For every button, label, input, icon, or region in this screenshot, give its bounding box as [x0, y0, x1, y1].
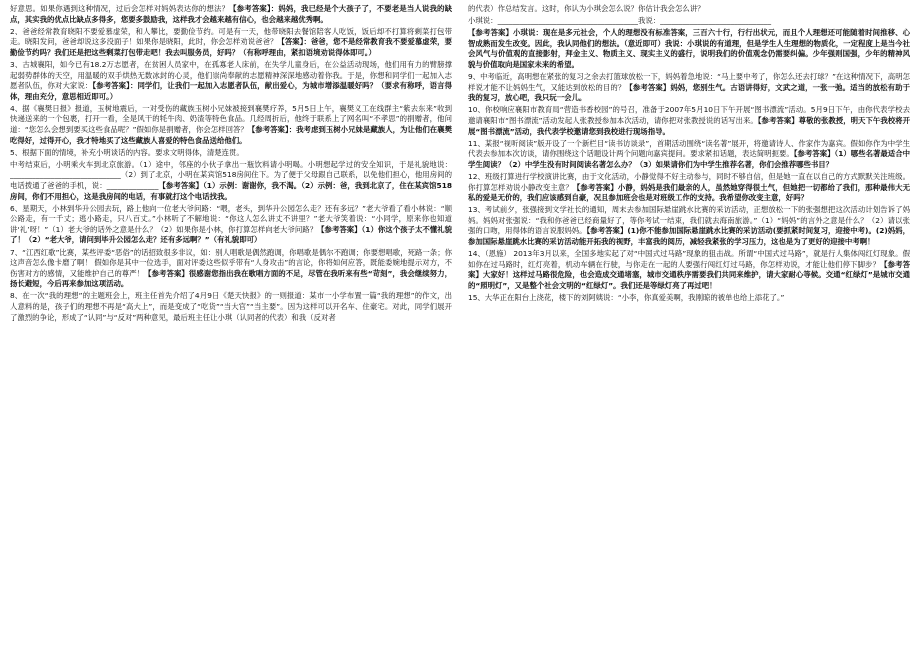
question-block: 11、某报“视听阅读”版开设了一个新栏目“读书访谈录”，首期活动围绕“读名著”展开，将邀请诗人、作家作为嘉宾。假如你作为中学生代表去参加本次访谈，请你围绕这个话题设计两个问题向嘉宾提问。要求紧扣话题，表达简明扼要。【参考答案】（1）哪些名著最适合中学生阅读？（2）中学生没有时间阅读名著怎么办？（3）如果请你们为中学生推荐名著，你们会推荐哪些书目？	[468, 138, 910, 169]
question-block: 8、在一次“我的理想”的主题班会上，班主任首先介绍了4月9日《楚天快报》的一则报道：某市一小学布置一篇“我的理想”的作文，出人意料的是，孩子们的理想不再是“高大上”，而是变成了“吃货”“当大官”“当主要”。因为这样可以开名车、住豪宅。对此，同学们展开了激烈的争论，形成了“认同”与“反对”两种意见，最后班主任让小琪（认同者的代表）和我（反对者	[10, 291, 452, 322]
question-block: 14、（恩施） 2013年3月以来，全国多地实起了对“中国式过马路”现象的狙击战。所谓“中国式过马路”，就是行人集体闯红灯现象。假如你在过马路时，红灯亮着，机动车辆在行驶，与你走在一起的人要强行闯红灯过马路，你怎样劝说，才能让他们停下脚步？【参考答案】大家好！这样过马路很危险，也会造成交通堵塞，城市交通秩序需要我们共同来维护，请大家耐心等候。交通“红绿灯”是城市交通的“照明灯”，又是整个社会文明的“红绿灯”。我们还是等绿灯亮了再过吧！	[468, 249, 910, 290]
question-block: 13、考试前夕，张强接到文学社长的通知，周末去参加国际悬崖跳水比赛的采访活动，正想放松一下的张强想把这次活动计划告诉了妈妈。妈妈对张强说：“我和你爸爸已经商量好了，等你考试一结束，我们就去海南旅游。”（1）“妈妈”的言外之意是什么？（2）请以张强的口吻，用得体的语言说服妈妈。【参考答案】(1)你不能参加国际悬崖跳水比赛的采访活动(要抓紧时间复习，迎接中考)。(2)妈妈，参加国际悬崖跳水比赛的采访活动能开拓我的视野，丰富我的阅历，减轻我紧张的学习压力，这也是为了更好的迎接中考啊！	[468, 205, 910, 246]
left-column	[10, 4, 452, 646]
question-block: 4、据《襄樊日报》报道，玉树地震后，一对受伤的藏族玉树小兄妹被接到襄樊疗养，5月5日上午，襄樊义工在线群主“紫去东来”收到快递送来的一个包裹，打开一看，全是风干的牦牛肉、奶渣等特色食品。几经周折后，他终于联系上了网名叫“不孝思”的捐赠者，他问道：“您怎么会想到要买这些食品呢？”假如你是捐赠者，你会怎样回答？【参考答案】：我考虑到玉树小兄妹是藏族人，为让他们在襄樊吃得好，过得开心，我才特地买了这些藏族人喜爱的特色食品送给他们。	[10, 103, 452, 145]
question-block: 3、古城襄阳，如今已有18.2万志愿者，在贫困人员家中，在孤寡老人床前，在失学儿童身后，在公益活动现场，他们用有力的臂膀撑起弱势群体的天空，用温暖的双手烘热无数冰封的心灵，他们崇尚奉献的志愿精神深深地感动着你我。于是，你想和同学们一起加入志愿者队伍，你对大家说：【参考答案】：同学们，让我们一起加入志愿者队伍，献出爱心，为城市增添温暖好吗？（要求有称呼，语言得体，理由充分，意思相近即可。）	[10, 59, 452, 101]
question-block: 好意思。如果你遇到这种情况，过后会怎样对妈妈表达你的想法？【参考答案】：妈妈，我已经是个大孩子了，不要老是当人说我的缺点，其实我的优点比缺点多得多，您要多鼓励我，这样我才会越来越有信心，也会越来越优秀啊。	[10, 4, 452, 24]
worksheet-page	[10, 4, 910, 646]
question-block: 9、中考临近，高明想在紧张的复习之余去打篮球放松一下，妈妈着急地说：“马上要中考了，你怎么还去打球？”在这种情况下，高明怎样说才能不让妈妈生气，又能达到放松的目的？【参考答案】妈妈，您别生气。古语讲得好，文武之道，一张一弛。适当的放松有助于我的复习，放心吧，我只玩一会儿。	[468, 72, 910, 103]
question-block: 10、你校响应襄阳市教育局“营造书香校园”的号召，准备于2007年5月10日下午开展“图书漂流”活动。5月9日下午，由你代表学校去邀请襄阳市“图书漂流”活动发起人张教授参加本次活动，请你把对张教授说的话写出来。【参考答案】尊敬的张教授，明天下午我校将开展“图书漂流”活动，我代表学校邀请您到我校进行现场指导。	[468, 105, 910, 136]
question-block: 6、星期天，小林到华升公园去玩，路上他向一位老大爷问路：“喂，老头，到华升公园怎么走？还有多远？”老大爷看了看小林说：“顺公路走，有一千丈；逃小路走，只八百丈。”小林听了不解地说：“你这人怎么讲丈不讲里？”老大爷笑着说：“小同学，原来你也知道讲‘礼’呀！”（1）老大爷的话外之意是什么？（2）如果你是小林，你打算怎样向老大爷问路？【参考答案】（1）你这个孩子太不懂礼貌了！（2）“老大爷，请问到毕升公园怎么走？还有多远啊？”（有礼貌即可）	[10, 203, 452, 245]
question-block: 7、“江西红歌”比赛，某些评委“恶俗”的话招致很多非议，如：别人唱歌是偶然跑调，你唱歌是偶尔不跑调；你要想唱歌，死路一条；你这声音怎么像卡磨了啊！ 假如你是其中一位选手，面对评委这些似乎带有“人身攻击”的言论，你将如何应答，既能委婉地提示对方，不伤害对方的感情，又能维护自己的尊严！【参考答案】很感谢您指出我在歌唱方面的不足，尽管在我听来有些“苛刻”，我会继续努力，扬长避短，今后再来参加这项活动。	[10, 247, 452, 289]
question-block: 2、爸爸经常教育晓阳不要爱慕虚荣，和人攀比，要勤俭节约。可是有一天，他带晓阳去餐馆陪客人吃饭，饭后却不打算将剩菜打包带走。晓阳发问，爸爸却说这多没面子！如果你是晓阳，此时，你会怎样劝说爸爸？【答案】：爸爸，您不是经常教育我不要爱慕虚荣，要勤俭节约吗？我们还是把这些剩菜打包带走吧！我去叫服务员，好吗？（有称呼理由，紧扣语境劝说得体即可。）	[10, 26, 452, 57]
question-block: 的代表）作总结发言。这时，你认为小琪会怎么说？你估计我会怎么讲？	[468, 4, 705, 13]
question-block: 中考结束后，小明乘火车到北京旅游。（1）途中，邻座的小伙子拿出一瓶饮料请小明喝。小明想起学过的安全知识，于是礼貌地说：______________________________（2）到了北京，小明在某宾馆518房间住下。为了便于父母跟自己联系，以免他们担心，他用房间的电话拨通了爸爸的手机，说：______________【参考答案】（1）示例：谢谢你，我不渴。（2）示例：爸，我到北京了，住在某宾馆518房间，你们不用担心，这是我房间的电话，有事就打这个电话找我。	[10, 159, 452, 201]
question-block: 小琪说：______________________________________我说：______________________________	[468, 16, 772, 26]
question-block: 【参考答案】小琪说：现在是多元社会，个人的理想没有标准答案，三百六十行，行行出状元，而且个人理想还可能随着时间推移、心智成熟而发生改变。因此，我认同他们的想法。（意近即可）我说：小琪说的有道理，但是学生人生理想的物质化，一定程度上是当今社会风气与价值观的直接影射，拜金主义、物质主义、现实主义的盛行，说明我们的价值观念仍需要纠偏。少年强则国强，少年的精神风貌与价值取向是国家未来的希望。	[468, 28, 910, 69]
question-block: 12、班级打算进行学校演讲比赛，由于文化活动，小静觉得不好主动参与，同时不够自信，但是她一直在以自己的方式默默关注班级。你打算怎样劝说小静改变主意？【参考答案】小静，妈妈是我们最亲的人，虽然她穿得很土气，但她把一切都给了我们，那种最伟大无私的爱是无价的，我们应该感到自豪，况且参加班会也是对班级工作的支持。我希望你改变主意，好吗？	[468, 171, 910, 203]
question-block: 5、根据下面的情境，补充小明谈话的内容。要求文明得体，清楚连贯。	[10, 147, 244, 157]
right-column	[468, 4, 910, 646]
question-block: 15、大华正在阳台上浇花，楼下的刘阿姨说：“小李，你真爱美啊，我刚晾的被单也给上添花了。”	[468, 292, 785, 302]
